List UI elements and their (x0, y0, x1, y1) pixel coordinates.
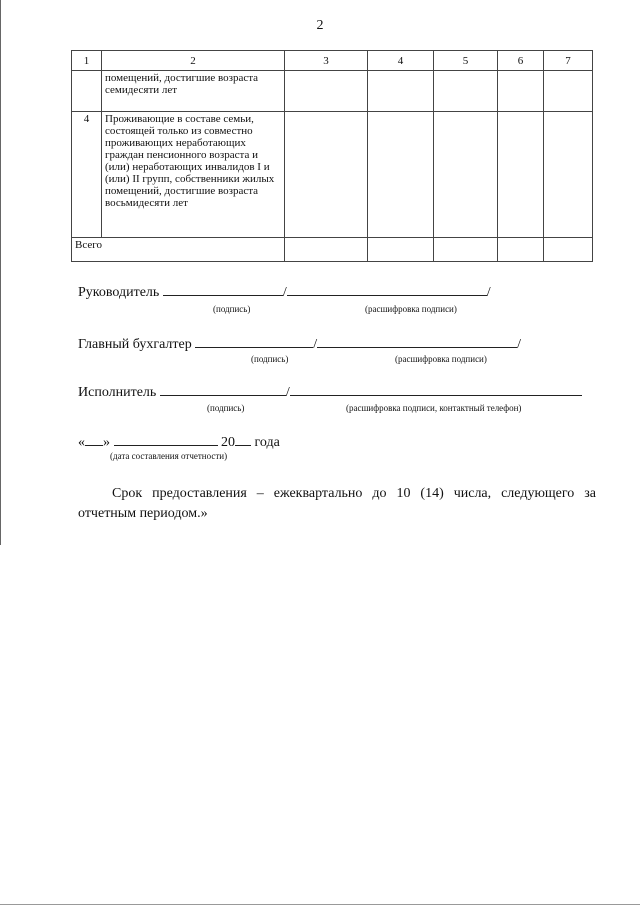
executor-label: Исполнитель (78, 385, 157, 400)
table-cell (544, 112, 593, 238)
table-row (72, 71, 593, 112)
decode-phone-field[interactable] (290, 395, 582, 396)
table-cell (498, 71, 544, 112)
signature-field[interactable] (160, 395, 286, 396)
row-description: помещений, достигшие возраста семидесяти лет (102, 71, 285, 112)
table-cell (498, 112, 544, 238)
head-signature-line (78, 285, 491, 301)
table-header-row (72, 51, 593, 71)
decode-caption: (расшифровка подписи) (365, 304, 457, 314)
decode-caption: (расшифровка подписи) (395, 354, 487, 364)
decode-phone-caption: (расшифровка подписи, контактный телефон) (346, 403, 522, 413)
table-cell (498, 238, 544, 262)
column-header: 6 (498, 51, 544, 71)
column-header: 5 (434, 51, 498, 71)
table-cell (434, 112, 498, 238)
date-year-suffix: года (254, 435, 280, 450)
decode-field[interactable] (317, 347, 517, 348)
signature-field[interactable] (195, 347, 313, 348)
slash: / (313, 337, 318, 352)
decode-field[interactable] (287, 295, 487, 296)
left-margin-rule (0, 0, 1, 545)
column-header: 3 (285, 51, 368, 71)
column-header: 2 (102, 51, 285, 71)
date-year-prefix: 20 (221, 435, 235, 450)
table-cell (434, 71, 498, 112)
table-cell (368, 238, 434, 262)
total-label: Всего (72, 238, 285, 262)
table-cell (434, 238, 498, 262)
date-year-field[interactable] (235, 445, 251, 446)
date-open-quote: « (78, 435, 85, 450)
report-table (71, 50, 593, 262)
slash: / (486, 285, 491, 300)
column-header: 4 (368, 51, 434, 71)
accountant-label: Главный бухгалтер (78, 337, 192, 352)
table-total-row (72, 238, 593, 262)
signature-caption: (подпись) (251, 354, 289, 364)
table-row (72, 112, 593, 238)
date-day-field[interactable] (85, 445, 103, 446)
table-cell (368, 71, 434, 112)
table-cell (285, 112, 368, 238)
row-number: 4 (72, 112, 102, 238)
accountant-signature-line (78, 337, 521, 353)
head-label: Руководитель (78, 285, 160, 300)
date-month-field[interactable] (114, 445, 218, 446)
date-caption: (дата составления отчетности) (110, 451, 228, 461)
row-number (72, 71, 102, 112)
page-number: 2 (316, 18, 324, 33)
date-close-quote: » (103, 435, 110, 450)
signature-field[interactable] (163, 295, 283, 296)
column-header: 7 (544, 51, 593, 71)
table-cell (544, 71, 593, 112)
table-cell (544, 238, 593, 262)
slash: / (282, 285, 287, 300)
row-description: Проживающие в составе семьи, состоящей только из совместно проживающих неработающих граждан пенсионного возраста и (или) неработающих инвалидов I и (или) II групп, собственники жилых помещений, достигшие возраста восьмидесяти лет (102, 112, 285, 238)
slash: / (285, 385, 290, 400)
submission-deadline-note: Срок предоставления – ежеквартально до 10 (14) числа, следующего за отчетным периодом.» (78, 486, 596, 521)
report-date-line (78, 435, 280, 451)
table-cell (285, 238, 368, 262)
slash: / (517, 337, 522, 352)
executor-signature-line (78, 385, 582, 401)
signature-caption: (подпись) (213, 304, 251, 314)
column-header: 1 (72, 51, 102, 71)
signature-caption: (подпись) (207, 403, 245, 413)
table-cell (368, 112, 434, 238)
table-cell (285, 71, 368, 112)
